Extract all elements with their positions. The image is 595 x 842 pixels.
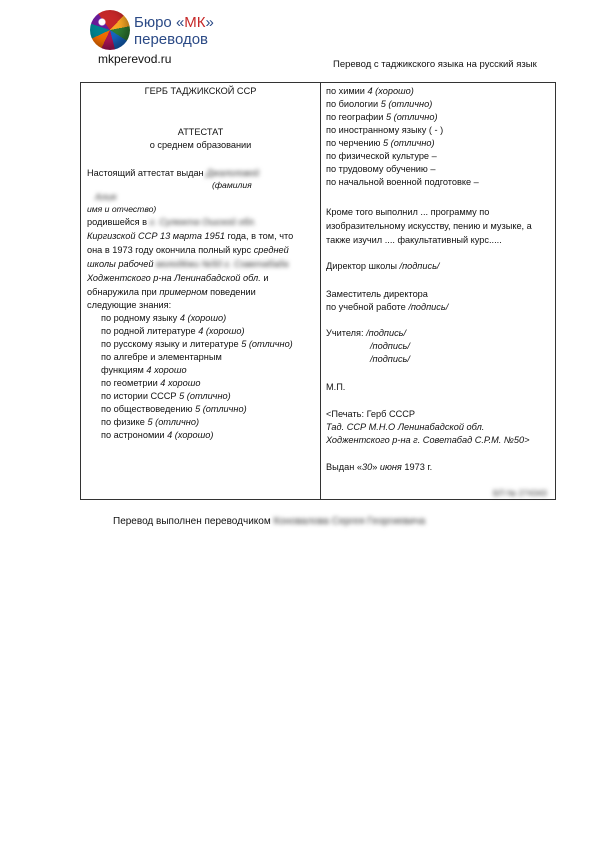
- school-line-2: [87, 272, 268, 286]
- grade-value: 4 хорошо: [160, 378, 201, 388]
- grade-subject: по астрономии: [101, 430, 165, 440]
- column-divider: [320, 83, 321, 499]
- grade-value: 4 (хорошо): [198, 326, 245, 336]
- school-prefix: школы рабочей: [87, 259, 154, 269]
- translator-name: Коновалова Сергея Георгиевича: [273, 516, 426, 527]
- birthplace-value: г. Сулюкта Ошской обл.: [149, 217, 257, 227]
- issued-day: 30: [361, 462, 373, 472]
- behavior-tail: поведении: [210, 287, 256, 297]
- doc-title: АТТЕСТАТ: [177, 127, 224, 137]
- doc-subtitle: о среднем образовании: [149, 140, 252, 150]
- grade-value: 4 (хорошо): [179, 313, 227, 323]
- teacher-signature: /подпись/: [366, 328, 407, 338]
- finished-tail: средней: [253, 245, 289, 255]
- born-line: [87, 216, 256, 230]
- globe-flags-icon: [90, 10, 130, 50]
- grade-row: [101, 338, 293, 352]
- grade-subject: по физической культуре –: [326, 151, 437, 161]
- teacher-signature: /подпись/: [370, 354, 410, 364]
- seal-line-1: <Печать: Герб СССР: [326, 409, 415, 419]
- grade-value: 5 (отлично): [195, 404, 247, 414]
- grade-row: [326, 111, 438, 125]
- extra-line-1: Кроме того выполнил ... программу по: [326, 207, 490, 217]
- seal-line-2: Тад. ССР М.Н.О Ленинабадской обл.: [326, 422, 485, 432]
- grade-value: 5 (отлично): [241, 339, 293, 349]
- grade-row: [326, 98, 432, 112]
- grade-row: [101, 416, 199, 430]
- extra-line-2: изобразительному искусству, пению и музыке, а: [326, 221, 532, 231]
- grade-subject: по русскому языку и литературе: [101, 339, 239, 349]
- grade-value: 5 (отлично): [179, 391, 231, 401]
- stamp-place: М.П.: [326, 382, 346, 392]
- serial-number: БП № 274343: [493, 488, 547, 498]
- grade-value: 4 хорошо: [146, 365, 187, 375]
- grade-subject: по иностранному языку ( - ): [326, 125, 444, 135]
- finished-text: она в 1973 году окончила полный курс: [87, 245, 252, 255]
- grade-subject: по истории СССР: [101, 391, 177, 401]
- birth-line-tail: года, в том, что: [227, 231, 294, 241]
- grade-row: [326, 124, 443, 138]
- grade-value: 5 (отлично): [385, 112, 438, 122]
- issued-mid: »: [372, 462, 380, 472]
- issued-to-label: Настоящий аттестат выдан: [87, 168, 204, 178]
- teachers-label: Учителя:: [326, 328, 364, 338]
- grade-row: [101, 390, 231, 404]
- deputy-line-2: [326, 301, 448, 315]
- grade-row: [101, 429, 213, 443]
- behavior-prefix: обнаружила при: [87, 287, 157, 297]
- grade-subject: по начальной военной подготовке –: [326, 177, 479, 187]
- grade-subject: по обществоведению: [101, 404, 193, 414]
- grade-subject: по химии: [326, 86, 365, 96]
- grade-subject: по родному языку: [101, 313, 178, 323]
- site-url: mkperevod.ru: [98, 52, 172, 66]
- birth-date-value: Киргизской ССР 13 марта 1951: [87, 231, 225, 241]
- first-name-value: Алия: [95, 192, 117, 202]
- certificate-table: [80, 82, 556, 500]
- translation-direction: Перевод с таджикского языка на русский язык: [333, 59, 537, 70]
- brand-line-2: переводов: [134, 31, 209, 48]
- seal-line-3: Ходжентского р-на г. Советабад С.Р.М. №50>: [326, 435, 530, 445]
- coat-of-arms: ГЕРБ ТАДЖИКСКОЙ ССР: [144, 86, 257, 96]
- grade-value: 4 (хорошо): [367, 86, 414, 96]
- grade-value: 4 (хорошо): [167, 430, 214, 440]
- teacher-signature: /подпись/: [370, 341, 410, 351]
- grade-subject: по трудовому обучению –: [326, 164, 436, 174]
- teachers-line: [326, 327, 406, 341]
- grade-subject: по географии: [326, 112, 384, 122]
- grade-subject: по алгебре и элементарным: [101, 352, 222, 362]
- grade-row: [326, 163, 435, 177]
- grade-value: 5 (отлично): [380, 99, 433, 109]
- grade-row: [101, 403, 247, 417]
- deputy-line-1: Заместитель директора: [326, 289, 428, 299]
- director-signature: /подпись/: [399, 261, 440, 271]
- grade-row: [101, 312, 226, 326]
- finished-line: [87, 244, 289, 258]
- behavior-value: примерном: [159, 287, 208, 297]
- grade-row: [326, 176, 479, 190]
- school-name-value: молодёжи №50 г. Советабада: [156, 259, 289, 269]
- surname-value: Джалоловой: [206, 168, 260, 178]
- grade-subject: функциям: [101, 365, 144, 375]
- deputy-signature: /подпись/: [408, 302, 449, 312]
- school-line: [87, 258, 289, 272]
- deputy-label: по учебной работе: [326, 302, 406, 312]
- grade-value: 5 (отлично): [147, 417, 200, 427]
- grade-row: [101, 377, 201, 391]
- grade-row: [101, 351, 222, 365]
- grade-subject: по черчению: [326, 138, 381, 148]
- director-label: Директор школы: [326, 261, 397, 271]
- issued-month: июня: [379, 462, 402, 472]
- grade-row: [326, 137, 435, 151]
- school-region: Ходжентского р-на Ленинабадской обл.: [87, 273, 261, 283]
- brand-line-1: Бюро «МК»: [134, 14, 214, 31]
- translator-footer: [113, 516, 425, 527]
- grade-row: [326, 85, 414, 99]
- grade-subject: по геометрии: [101, 378, 158, 388]
- grade-row: [101, 364, 187, 378]
- director-line: [326, 260, 439, 274]
- school-line-2-tail: и: [263, 273, 269, 283]
- grade-subject: по биологии: [326, 99, 379, 109]
- grade-subject: по физике: [101, 417, 145, 427]
- grade-value: 5 (отлично): [383, 138, 435, 148]
- surname-hint: (фамилия: [212, 180, 252, 190]
- birth-line: [87, 230, 293, 244]
- extra-line-3: также изучил .... факультативный курс.....: [326, 235, 502, 245]
- knowledge-line: следующие знания:: [87, 300, 172, 310]
- grade-row: [326, 150, 437, 164]
- translator-label: Перевод выполнен переводчиком: [113, 516, 271, 527]
- issued-prefix: Выдан «: [326, 462, 362, 472]
- born-prefix: родившейся в: [87, 217, 148, 227]
- issued-date-line: [326, 461, 432, 475]
- name-hint: имя и отчество): [87, 204, 157, 214]
- grade-row: [101, 325, 245, 339]
- issued-year: 1973 г.: [401, 462, 433, 472]
- behavior-line: [87, 286, 256, 300]
- grade-subject: по родной литературе: [101, 326, 196, 336]
